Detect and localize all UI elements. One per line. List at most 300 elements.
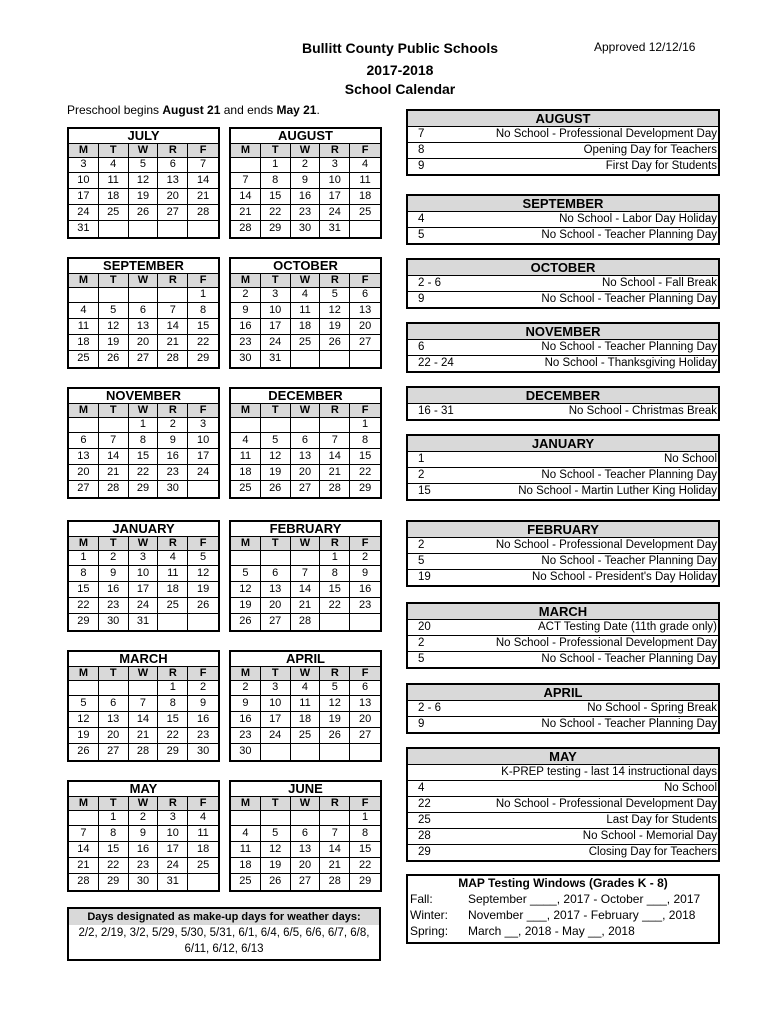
- calendar-month-name: SEPTEMBER: [69, 259, 218, 274]
- calendar-day: 15: [188, 319, 218, 335]
- calendar-day: 14: [231, 189, 261, 205]
- calendar-day: [99, 287, 129, 303]
- calendar-day: 14: [320, 449, 350, 465]
- calendar-day: 13: [291, 842, 321, 858]
- event-row: [408, 292, 718, 307]
- calendar-day: 8: [261, 173, 291, 189]
- calendar-day: 25: [291, 728, 321, 744]
- event-row: [408, 554, 718, 570]
- calendar-day: 9: [231, 303, 261, 319]
- calendar-day: 7: [320, 826, 350, 842]
- calendar-day: 4: [291, 287, 321, 303]
- event-description: No School - Teacher Planning Day: [541, 293, 717, 305]
- calendar-day: 17: [158, 842, 188, 858]
- weekday-label: M: [231, 144, 261, 158]
- calendar-day: 23: [350, 598, 380, 614]
- calendar-day: [231, 157, 261, 173]
- calendar-week: [231, 449, 380, 465]
- calendar-week: [231, 858, 380, 874]
- calendar-week: [231, 550, 380, 566]
- calendar-week: [231, 287, 380, 303]
- calendar-day: 20: [129, 335, 159, 351]
- calendar-day: 26: [320, 728, 350, 744]
- calendar-day: 20: [291, 465, 321, 481]
- calendar-day: 21: [320, 465, 350, 481]
- calendar-day: 5: [320, 287, 350, 303]
- calendar-week: [231, 417, 380, 433]
- weekday-label: T: [261, 144, 291, 158]
- weekday-label: F: [350, 144, 380, 158]
- calendar-day: 13: [129, 319, 159, 335]
- weekday-label: T: [99, 404, 129, 418]
- calendar-day: 6: [291, 433, 321, 449]
- calendar-day: 30: [196, 745, 210, 757]
- calendar-may: [67, 780, 220, 892]
- event-description: No School - Memorial Day: [582, 830, 717, 842]
- map-testing-row: Winter: November ___, 2017 - February ___, 2018: [410, 908, 696, 922]
- calendar-day: 4: [188, 810, 218, 826]
- calendar-day: 8: [320, 566, 350, 582]
- calendar-day: 15: [99, 842, 129, 858]
- calendar-day: [158, 221, 188, 237]
- calendar-day: 13: [350, 696, 380, 712]
- school-year: 2017-2018: [366, 62, 434, 78]
- calendar-day: 26: [188, 598, 218, 614]
- calendar-day: 27: [69, 481, 99, 497]
- calendar-day: 18: [231, 465, 261, 481]
- event-date: 22 - 24: [418, 357, 454, 369]
- calendar-day: 7: [99, 433, 129, 449]
- calendar-day: 12: [129, 173, 159, 189]
- events-month-header: JANUARY: [408, 436, 718, 452]
- calendar-day: 27: [291, 874, 321, 890]
- calendar-day: 16: [231, 319, 261, 335]
- event-row: [408, 404, 718, 419]
- calendar-day: 7: [320, 433, 350, 449]
- calendar-day: 6: [158, 157, 188, 173]
- calendar-day: 6: [261, 566, 291, 582]
- weekday-header: [231, 797, 380, 810]
- calendar-day: [69, 810, 99, 826]
- calendar-day: 13: [99, 712, 129, 728]
- event-row: [408, 781, 718, 797]
- calendar-day: 9: [129, 826, 159, 842]
- calendar-week: [69, 449, 218, 465]
- calendar-week: [231, 582, 380, 598]
- event-row: [408, 159, 718, 174]
- calendar-day: 16: [99, 582, 129, 598]
- calendar-day: 10: [158, 826, 188, 842]
- event-row: [408, 845, 718, 860]
- events-september: [406, 194, 720, 245]
- calendar-day: 9: [291, 173, 321, 189]
- makeup-days-list: 2/2, 2/19, 3/2, 5/29, 5/30, 5/31, 6/1, 6/4, 6/5, 6/6, 6/7, 6/8, 6/11, 6/12, 6/13: [78, 927, 370, 955]
- weekday-header: [69, 274, 218, 287]
- calendar-day: 19: [320, 712, 350, 728]
- events-month-header: MAY: [408, 749, 718, 765]
- calendar-day: [231, 417, 261, 433]
- preschool-start: August 21: [162, 103, 221, 117]
- calendar-day: 8: [350, 826, 380, 842]
- calendar-day: 8: [350, 433, 380, 449]
- calendar-day: 28: [99, 481, 129, 497]
- weekday-label: T: [261, 667, 291, 681]
- calendar-day: [188, 874, 218, 890]
- event-row: [408, 813, 718, 829]
- weekday-label: W: [129, 667, 159, 681]
- weekday-label: R: [158, 537, 188, 551]
- calendar-day: 15: [129, 449, 159, 465]
- calendar-day: 29: [358, 875, 372, 887]
- calendar-day: 20: [99, 728, 129, 744]
- calendar-day: 28: [320, 481, 350, 497]
- weekday-label: M: [231, 797, 261, 811]
- calendar-week: [231, 157, 380, 173]
- event-date: 5: [418, 555, 425, 567]
- calendar-day: 19: [261, 465, 291, 481]
- calendar-day: 21: [231, 205, 261, 221]
- calendar-day: 21: [291, 598, 321, 614]
- calendar-day: [291, 744, 321, 760]
- calendar-day: 22: [188, 335, 218, 351]
- event-date: 4: [418, 782, 425, 794]
- calendar-day: 25: [69, 351, 99, 367]
- weekday-label: F: [350, 537, 380, 551]
- calendar-day: [188, 481, 218, 497]
- event-date: 20: [418, 621, 431, 633]
- event-date: 5: [418, 653, 425, 665]
- calendar-day: 19: [69, 728, 99, 744]
- calendar-day: 3: [261, 287, 291, 303]
- calendar-day: 13: [69, 449, 99, 465]
- calendar-day: 1: [261, 157, 291, 173]
- calendar-week: [69, 826, 218, 842]
- event-description: Closing Day for Teachers: [588, 846, 717, 858]
- calendar-day: 2: [99, 550, 129, 566]
- calendar-week: [231, 728, 380, 744]
- school-district-title: Bullitt County Public Schools: [302, 40, 498, 56]
- weekday-header: [69, 797, 218, 810]
- events-may: [406, 747, 720, 862]
- calendar-day: 2: [231, 287, 261, 303]
- calendar-day: 5: [261, 826, 291, 842]
- calendar-day: 12: [231, 582, 261, 598]
- calendar-day: 22: [69, 598, 99, 614]
- event-date: [408, 765, 476, 780]
- calendar-week: [69, 566, 218, 582]
- event-description: No School: [663, 782, 717, 794]
- calendar-october: [229, 257, 382, 369]
- calendar-day: 28: [188, 205, 218, 221]
- calendar-day: 6: [69, 433, 99, 449]
- event-description: No School - Thanksgiving Holiday: [544, 357, 717, 369]
- calendar-day: [231, 550, 261, 566]
- weekday-label: R: [158, 144, 188, 158]
- calendar-day: 22: [350, 858, 380, 874]
- calendar-day: 25: [350, 205, 380, 221]
- calendar-day: 23: [231, 728, 261, 744]
- event-description: K-PREP testing - last 14 instructional days: [501, 766, 717, 778]
- calendar-week: [69, 598, 218, 614]
- calendar-day: 1: [158, 680, 188, 696]
- calendar-day: [320, 810, 350, 826]
- calendar-day: 7: [69, 826, 99, 842]
- event-description: No School - Teacher Planning Day: [541, 555, 717, 567]
- calendar-day: 20: [350, 319, 380, 335]
- weekday-label: T: [99, 537, 129, 551]
- calendar-day: 28: [69, 874, 99, 890]
- calendar-day: 23: [129, 858, 159, 874]
- weekday-label: M: [231, 537, 261, 551]
- calendar-week: [69, 319, 218, 335]
- calendar-day: 19: [129, 189, 159, 205]
- weekday-label: R: [320, 667, 350, 681]
- calendar-day: 11: [350, 173, 380, 189]
- weekday-label: R: [158, 667, 188, 681]
- calendar-day: 23: [291, 205, 321, 221]
- calendar-day: 5: [129, 157, 159, 173]
- calendar-day: 17: [129, 582, 159, 598]
- weekday-header: [69, 537, 218, 550]
- calendar-day: [350, 221, 380, 237]
- events-month-header: DECEMBER: [408, 388, 718, 404]
- weekday-label: W: [291, 537, 321, 551]
- weekday-label: M: [231, 404, 261, 418]
- calendar-day: 22: [129, 465, 159, 481]
- calendar-day: 18: [158, 582, 188, 598]
- calendar-day: 7: [291, 566, 321, 582]
- calendar-day: [188, 614, 218, 630]
- event-description: No School - Fall Break: [601, 277, 717, 289]
- calendar-day: 4: [69, 303, 99, 319]
- calendar-week: [69, 303, 218, 319]
- calendar-week: [69, 614, 218, 630]
- event-date: 2: [418, 469, 425, 481]
- weekday-label: T: [99, 667, 129, 681]
- calendar-day: 21: [158, 335, 188, 351]
- calendar-day: 17: [261, 319, 291, 335]
- weekday-label: R: [158, 797, 188, 811]
- calendar-week: [231, 874, 380, 890]
- event-description: No School - Christmas Break: [568, 405, 717, 417]
- event-date: 9: [418, 160, 425, 172]
- calendar-day: [261, 810, 291, 826]
- weekday-label: R: [320, 274, 350, 288]
- calendar-day: 24: [129, 598, 159, 614]
- calendar-week: [69, 680, 218, 696]
- event-description: No School - Professional Development Day: [495, 128, 717, 140]
- event-description: No School - Professional Development Day: [495, 637, 717, 649]
- calendar-day: 10: [261, 696, 291, 712]
- weekday-label: R: [320, 537, 350, 551]
- calendar-day: 27: [261, 614, 291, 630]
- weekday-label: W: [291, 667, 321, 681]
- event-date: 19: [418, 571, 431, 583]
- weekday-label: M: [69, 404, 99, 418]
- calendar-day: 21: [320, 858, 350, 874]
- weekday-label: M: [69, 537, 99, 551]
- calendar-day: 19: [320, 319, 350, 335]
- events-august: [406, 109, 720, 176]
- calendar-day: 29: [69, 614, 99, 630]
- weekday-label: R: [158, 404, 188, 418]
- calendar-day: 31: [261, 351, 291, 367]
- calendar-title: School Calendar: [344, 81, 456, 97]
- calendar-day: 28: [231, 221, 261, 237]
- calendar-day: [129, 287, 159, 303]
- calendar-day: [320, 744, 350, 760]
- events-february: [406, 520, 720, 587]
- calendar-day: [291, 417, 321, 433]
- calendar-day: 1: [350, 417, 380, 433]
- calendar-day: 2: [231, 680, 261, 696]
- events-month-header: MARCH: [408, 604, 718, 620]
- calendar-day: 10: [188, 433, 218, 449]
- calendar-day: 15: [350, 842, 380, 858]
- event-row: [408, 276, 718, 292]
- calendar-month-name: DECEMBER: [231, 389, 380, 404]
- calendar-month-name: APRIL: [231, 652, 380, 667]
- calendar-day: [350, 351, 380, 367]
- calendar-day: 13: [291, 449, 321, 465]
- calendar-day: [320, 351, 350, 367]
- calendar-day: 24: [261, 335, 291, 351]
- calendar-week: [231, 433, 380, 449]
- event-description: No School - Spring Break: [587, 702, 717, 714]
- weekday-label: M: [69, 667, 99, 681]
- calendar-day: 26: [99, 351, 129, 367]
- calendar-day: 16: [188, 712, 218, 728]
- calendar-day: 24: [188, 465, 218, 481]
- weekday-label: W: [129, 797, 159, 811]
- map-testing-row: Spring: March __, 2018 - May __, 2018: [410, 924, 635, 938]
- calendar-day: 3: [129, 550, 159, 566]
- calendar-day: 28: [320, 874, 350, 890]
- calendar-day: 1: [99, 810, 129, 826]
- calendar-day: 21: [129, 728, 159, 744]
- event-date: 15: [418, 485, 431, 497]
- calendar-day: [350, 614, 380, 630]
- calendar-day: 24: [320, 205, 350, 221]
- calendar-day: 29: [129, 481, 159, 497]
- calendar-day: 25: [158, 598, 188, 614]
- calendar-day: 23: [188, 728, 218, 744]
- calendar-day: 7: [231, 173, 261, 189]
- calendar-day: 4: [158, 550, 188, 566]
- weekday-label: F: [188, 404, 218, 418]
- calendar-day: 31: [320, 221, 350, 237]
- events-month-header: OCTOBER: [408, 260, 718, 276]
- calendar-week: [69, 842, 218, 858]
- calendar-day: [99, 221, 129, 237]
- event-date: 22: [418, 798, 431, 810]
- events-january: [406, 434, 720, 501]
- calendar-week: [69, 205, 218, 221]
- calendar-week: [231, 810, 380, 826]
- calendar-day: [129, 680, 159, 696]
- calendar-day: 15: [350, 449, 380, 465]
- calendar-day: 18: [99, 189, 129, 205]
- event-row: [408, 717, 718, 732]
- weekday-label: M: [69, 797, 99, 811]
- event-description: No School - Teacher Planning Day: [541, 229, 717, 241]
- map-testing-box: [406, 874, 720, 944]
- calendar-day: 14: [188, 173, 218, 189]
- calendar-day: 16: [129, 842, 159, 858]
- calendar-day: 26: [261, 481, 291, 497]
- event-description: No School - Teacher Planning Day: [541, 469, 717, 481]
- map-testing-row: Fall: September ____, 2017 - October ___, 2017: [410, 892, 701, 906]
- calendar-week: [231, 205, 380, 221]
- calendar-day: 24: [69, 205, 99, 221]
- calendar-day: 5: [231, 566, 261, 582]
- calendar-day: 27: [99, 744, 129, 760]
- weekday-label: T: [99, 144, 129, 158]
- event-row: [408, 636, 718, 652]
- calendar-month-name: JUNE: [231, 782, 380, 797]
- event-description: No School - Teacher Planning Day: [541, 718, 717, 730]
- calendar-day: [99, 417, 129, 433]
- calendar-day: 22: [261, 205, 291, 221]
- event-date: 7: [418, 128, 425, 140]
- calendar-week: [231, 173, 380, 189]
- calendar-week: [69, 287, 218, 303]
- calendar-day: 11: [291, 303, 321, 319]
- calendar-day: 30: [99, 614, 129, 630]
- calendar-day: 26: [129, 205, 159, 221]
- event-description: First Day for Students: [605, 160, 717, 172]
- calendar-week: [69, 712, 218, 728]
- event-date: 5: [418, 229, 425, 241]
- calendar-day: 4: [291, 680, 321, 696]
- calendar-day: 22: [320, 598, 350, 614]
- calendar-day: 6: [350, 680, 380, 696]
- calendar-august: [229, 127, 382, 239]
- calendar-day: 11: [291, 696, 321, 712]
- calendar-day: 4: [231, 826, 261, 842]
- calendar-day: 12: [261, 842, 291, 858]
- event-row: [408, 228, 718, 243]
- event-description: No School - Martin Luther King Holiday: [518, 485, 717, 497]
- calendar-day: 8: [129, 433, 159, 449]
- weekday-label: F: [188, 537, 218, 551]
- calendar-day: 16: [350, 582, 380, 598]
- calendar-day: 17: [69, 189, 99, 205]
- calendar-day: 19: [261, 858, 291, 874]
- calendar-day: 30: [129, 874, 159, 890]
- calendar-day: 7: [129, 696, 159, 712]
- weekday-label: F: [188, 274, 218, 288]
- calendar-day: [291, 810, 321, 826]
- preschool-note: Preschool begins August 21 and ends May 21.: [67, 103, 320, 117]
- event-description: ACT Testing Date (11th grade only): [538, 621, 717, 633]
- calendar-day: 24: [261, 728, 291, 744]
- weekday-header: [69, 404, 218, 417]
- event-row: [408, 340, 718, 356]
- calendar-month-name: MAY: [69, 782, 218, 797]
- calendar-day: [69, 417, 99, 433]
- weekday-header: [231, 274, 380, 287]
- calendar-day: 4: [231, 433, 261, 449]
- calendar-september: [67, 257, 220, 369]
- calendar-week: [231, 566, 380, 582]
- calendar-day: 31: [158, 874, 188, 890]
- calendar-month-name: NOVEMBER: [69, 389, 218, 404]
- calendar-april: [229, 650, 382, 762]
- calendar-day: 15: [158, 712, 188, 728]
- calendar-day: 12: [320, 303, 350, 319]
- calendar-day: 23: [99, 598, 129, 614]
